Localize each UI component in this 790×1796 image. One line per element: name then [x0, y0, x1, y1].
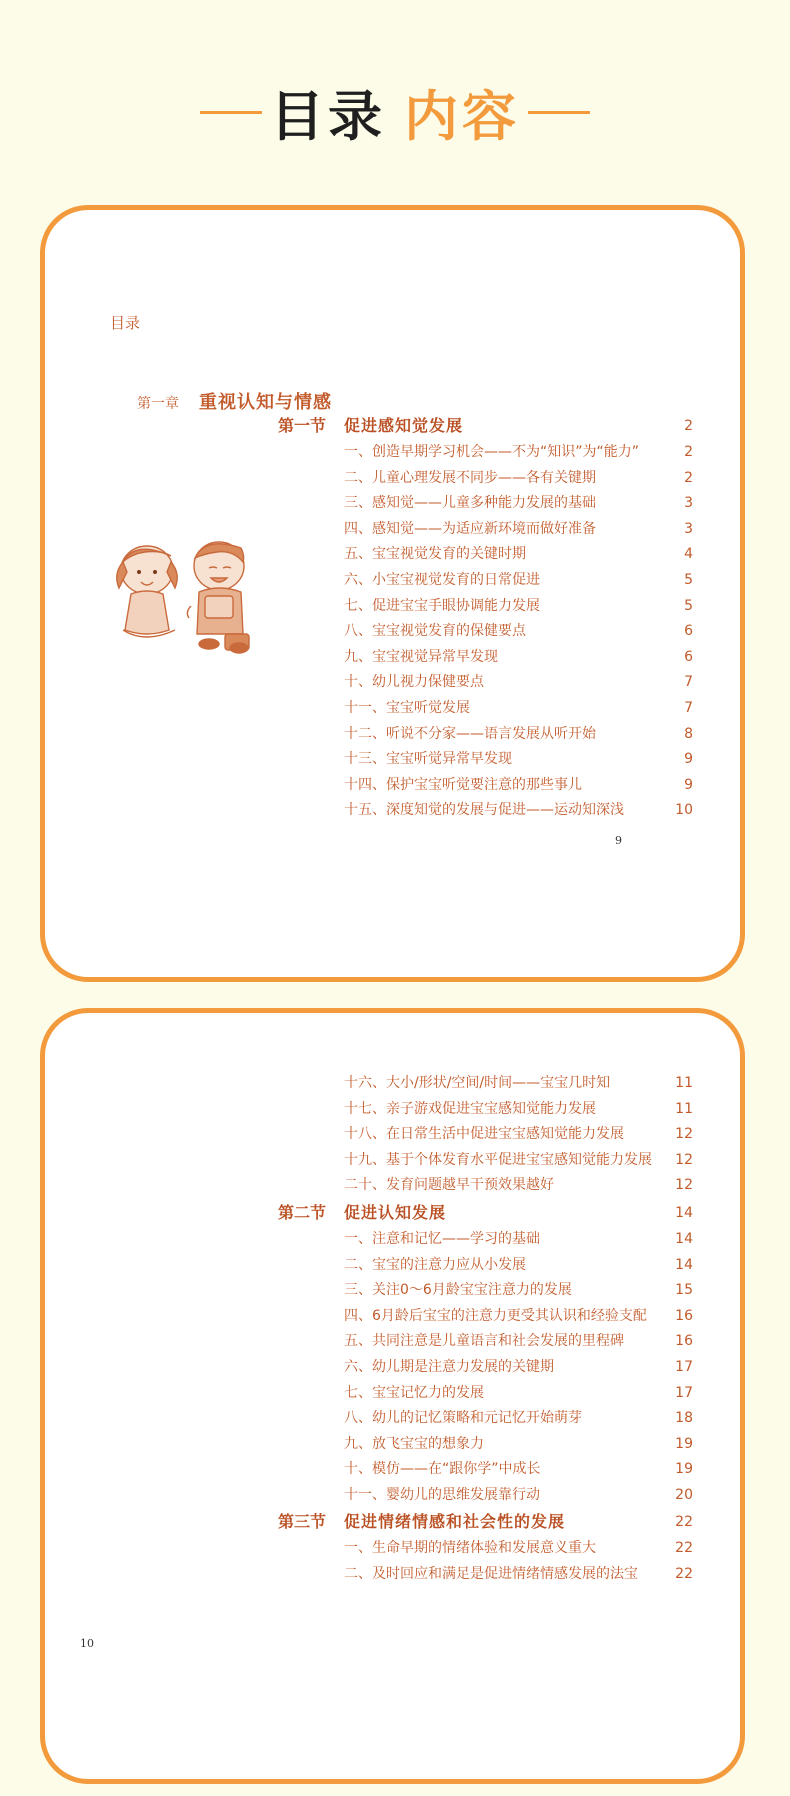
chapter-number: 第一章 [137, 396, 179, 412]
toc-item[interactable] [45, 1328, 745, 1354]
toc-item[interactable] [45, 1121, 745, 1147]
toc-item[interactable] [45, 439, 745, 465]
toc-item[interactable] [45, 1561, 745, 1587]
toc-item-title: 十七、亲子游戏促进宝宝感知觉能力发展 [344, 1100, 596, 1117]
toc-page-2 [40, 1008, 745, 1784]
toc-item[interactable] [45, 490, 745, 516]
page-number: 22 [675, 1540, 693, 1556]
page-number: 2 [684, 444, 693, 460]
section-number: 第一节 [278, 416, 327, 435]
toc-item-title: 二十、发育问题越早干预效果越好 [344, 1177, 554, 1194]
toc-item[interactable] [45, 1303, 745, 1329]
toc-item-title: 七、促进宝宝手眼协调能力发展 [344, 597, 540, 614]
page-folio: 9 [615, 834, 622, 847]
toc-item[interactable] [45, 1070, 745, 1096]
page-number: 2 [684, 418, 693, 434]
page-number: 12 [675, 1177, 693, 1194]
page-number: 22 [675, 1565, 693, 1582]
toc-item[interactable] [45, 1096, 745, 1122]
toc-page-1 [40, 205, 745, 982]
toc-item-title: 十六、大小/形状/空间/时间——宝宝几时知 [344, 1075, 611, 1091]
page-number: 17 [675, 1359, 693, 1375]
page-number: 18 [675, 1410, 693, 1427]
page-number: 4 [684, 546, 693, 563]
page-folio: 10 [80, 1637, 94, 1650]
toc-item-title: 九、放飞宝宝的想象力 [344, 1435, 484, 1452]
page-header [0, 72, 790, 152]
section-row[interactable] [45, 413, 745, 439]
toc-item[interactable] [45, 797, 745, 823]
toc-item-title: 三、感知觉——儿童多种能力发展的基础 [344, 495, 596, 512]
toc-item[interactable] [45, 1456, 745, 1482]
toc-item-title: 十一、宝宝听觉发展 [344, 700, 470, 716]
page-number: 12 [675, 1151, 693, 1168]
children-illustration [105, 522, 265, 662]
toc-item[interactable] [45, 669, 745, 695]
toc-item-title: 二、宝宝的注意力应从小发展 [344, 1256, 526, 1273]
page-number: 3 [684, 520, 693, 537]
chapter-title: 重视认知与情感 [199, 392, 332, 413]
toc-item-title: 十、幼儿视力保健要点 [344, 674, 484, 691]
toc-item-title: 一、生命早期的情绪体验和发展意义重大 [344, 1540, 596, 1556]
toc-item-title: 二、及时回应和满足是促进情绪情感发展的法宝 [344, 1565, 638, 1582]
section-title: 促进认知发展 [344, 1203, 447, 1222]
toc-item[interactable] [45, 1354, 745, 1380]
section-title: 促进情绪情感和社会性的发展 [344, 1512, 566, 1531]
toc-item[interactable] [45, 1482, 745, 1508]
toc-item-title: 六、小宝宝视觉发育的日常促进 [344, 572, 540, 588]
header-title-part1: 目录 [270, 84, 386, 148]
toc-item-title: 三、关注0～6月龄宝宝注意力的发展 [344, 1282, 572, 1299]
toc-item-title: 十三、宝宝听觉异常早发现 [344, 751, 512, 768]
page-number: 2 [684, 469, 693, 486]
section-row[interactable] [45, 1200, 745, 1226]
page-number: 3 [684, 495, 693, 512]
page-number: 19 [675, 1461, 693, 1478]
page-number: 7 [684, 674, 693, 691]
section-row[interactable] [45, 1509, 745, 1535]
toc-item-title: 十八、在日常生活中促进宝宝感知觉能力发展 [344, 1126, 624, 1143]
toc-item-title: 一、创造早期学习机会——不为“知识”为“能力” [344, 444, 640, 460]
page-number: 10 [675, 802, 693, 819]
page-number: 5 [684, 572, 693, 588]
page-number: 8 [684, 725, 693, 742]
page-number: 14 [675, 1205, 693, 1221]
toc-item[interactable] [45, 746, 745, 772]
toc-item[interactable] [45, 1226, 745, 1252]
page-number: 17 [675, 1384, 693, 1401]
toc-item[interactable] [45, 465, 745, 491]
toc-item-title: 十一、婴幼儿的思维发展靠行动 [344, 1487, 540, 1503]
toc-label: 目录 [110, 314, 141, 332]
page-number: 12 [675, 1126, 693, 1143]
page-number: 16 [675, 1333, 693, 1350]
toc-item-title: 七、宝宝记忆力的发展 [344, 1384, 484, 1401]
page-number: 6 [684, 623, 693, 640]
toc-item-title: 十四、保护宝宝听觉要注意的那些事儿 [344, 776, 582, 793]
page-number: 15 [675, 1282, 693, 1299]
page-number: 22 [675, 1514, 693, 1530]
toc-item[interactable] [45, 1535, 745, 1561]
page-number: 19 [675, 1435, 693, 1452]
toc-item[interactable] [45, 1277, 745, 1303]
toc-item-title: 十、模仿——在“跟你学”中成长 [344, 1461, 541, 1478]
page-number: 6 [684, 648, 693, 665]
chapter-heading [137, 388, 332, 414]
section-number: 第二节 [278, 1203, 327, 1222]
toc-item[interactable] [45, 1252, 745, 1278]
section-title: 促进感知觉发展 [344, 416, 464, 435]
right-dash [528, 111, 590, 114]
toc-item-title: 九、宝宝视觉异常早发现 [344, 648, 498, 665]
page-number: 5 [684, 597, 693, 614]
toc-item[interactable] [45, 1147, 745, 1173]
toc-item[interactable] [45, 1405, 745, 1431]
toc-item-title: 四、6月龄后宝宝的注意力更受其认识和经验支配 [344, 1307, 647, 1324]
left-dash [200, 111, 262, 114]
page-number: 11 [675, 1100, 693, 1117]
page-number: 16 [675, 1307, 693, 1324]
toc-item-title: 十五、深度知觉的发展与促进——运动知深浅 [344, 802, 624, 819]
toc-item-title: 二、儿童心理发展不同步——各有关键期 [344, 469, 596, 486]
page-number: 14 [675, 1256, 693, 1273]
toc-item[interactable] [45, 1172, 745, 1198]
page-number: 20 [675, 1487, 693, 1503]
header-title [270, 74, 520, 151]
toc-item-title: 五、共同注意是儿童语言和社会发展的里程碑 [344, 1333, 624, 1350]
toc-item[interactable] [45, 721, 745, 747]
toc-item[interactable] [45, 695, 745, 721]
toc-item-title: 八、宝宝视觉发育的保健要点 [344, 623, 526, 640]
toc-item[interactable] [45, 1380, 745, 1406]
toc-item-title: 八、幼儿的记忆策略和元记忆开始萌芽 [344, 1410, 582, 1427]
page-number: 14 [675, 1231, 693, 1247]
page-number: 9 [684, 751, 693, 768]
toc-item[interactable] [45, 1431, 745, 1457]
toc-item-title: 一、注意和记忆——学习的基础 [344, 1231, 540, 1247]
toc-item-title: 六、幼儿期是注意力发展的关键期 [344, 1359, 554, 1375]
page-number: 7 [684, 700, 693, 716]
page-number: 9 [684, 776, 693, 793]
toc-item-title: 十九、基于个体发育水平促进宝宝感知觉能力发展 [344, 1151, 652, 1168]
toc-item[interactable] [45, 772, 745, 798]
page-number: 11 [675, 1075, 693, 1091]
section-number: 第三节 [278, 1512, 327, 1531]
toc-item-title: 五、宝宝视觉发育的关键时期 [344, 546, 526, 563]
toc-item-title: 十二、听说不分家——语言发展从听开始 [344, 725, 596, 742]
header-title-part2: 内容 [404, 84, 520, 148]
toc-item-title: 四、感知觉——为适应新环境而做好准备 [344, 520, 596, 537]
